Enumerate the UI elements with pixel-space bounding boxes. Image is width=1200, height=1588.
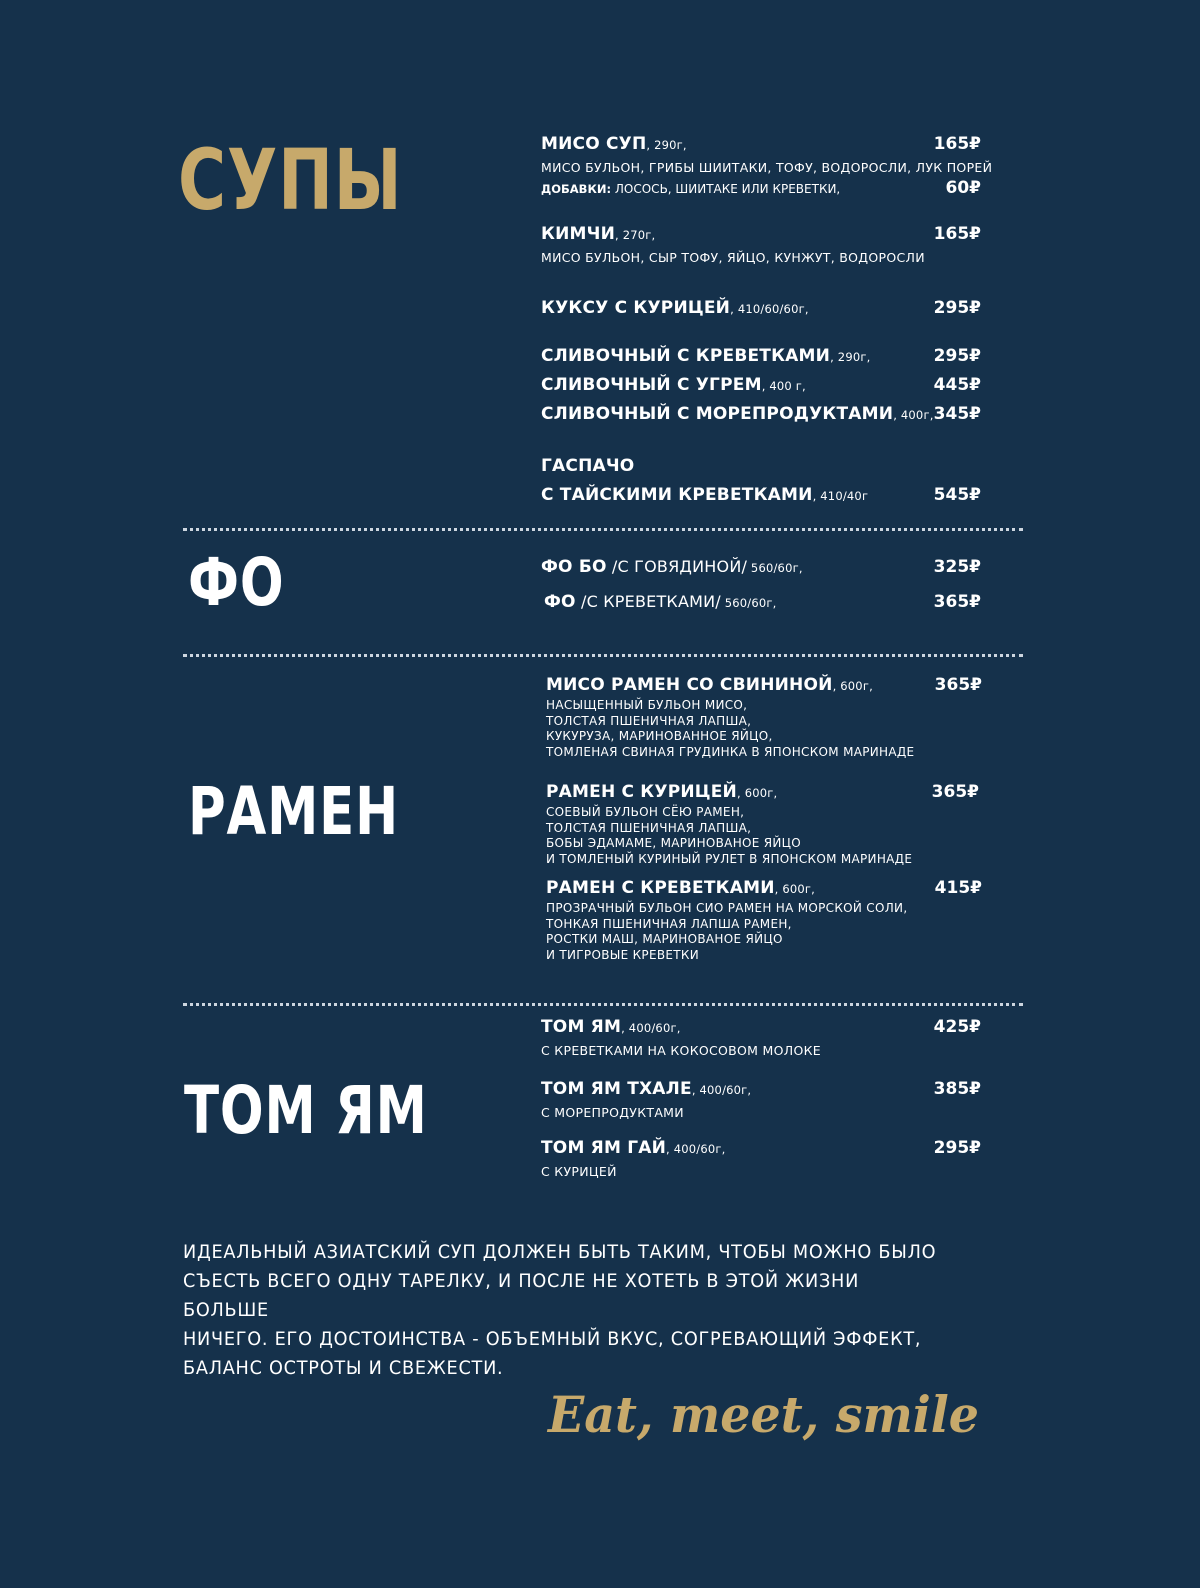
item-name: СЛИВОЧНЫЙ С УГРЕМ xyxy=(541,375,762,395)
item-description: МИСО БУЛЬОН, ГРИБЫ ШИИТАКИ, ТОФУ, ВОДОРОСЛИ, ЛУК ПОРЕЙ xyxy=(541,160,993,175)
item-price: 295₽ xyxy=(933,298,981,318)
item-name: ФО БО xyxy=(541,557,607,577)
item-name-line1: ГАСПАЧО xyxy=(541,456,635,476)
item-price: 425₽ xyxy=(933,1017,981,1037)
menu-item xyxy=(546,675,982,760)
item-weight: , 600г, xyxy=(774,882,815,896)
item-description: С МОРЕПРОДУКТАМИ xyxy=(541,1105,684,1120)
dotted-divider xyxy=(183,1003,1023,1006)
item-name: ФО xyxy=(544,592,576,612)
menu-item xyxy=(541,456,981,511)
item-weight: , 400/60г, xyxy=(621,1021,681,1035)
item-description-line: РОСТКИ МАШ, МАРИНОВАНОЕ ЯЙЦО xyxy=(546,932,783,946)
section-title-tomyum: ТОМ ЯМ xyxy=(184,1072,428,1149)
menu-item xyxy=(541,134,993,200)
item-weight: , 410/60/60г, xyxy=(730,302,809,316)
menu-item xyxy=(541,298,981,324)
item-price: 445₽ xyxy=(933,375,981,395)
menu-item xyxy=(541,592,981,622)
item-description-line: И ТОМЛЕНЫЙ КУРИНЫЙ РУЛЕТ В ЯПОНСКОМ МАРИНАДЕ xyxy=(546,851,913,866)
menu-item xyxy=(541,557,981,592)
item-weight: , 400/60г, xyxy=(666,1142,726,1156)
dotted-divider xyxy=(183,654,1023,657)
intro-line: СЪЕСТЬ ВСЕГО ОДНУ ТАРЕЛКУ, И ПОСЛЕ НЕ ХОТЕТЬ В ЭТОЙ ЖИЗНИ БОЛЬШЕ xyxy=(183,1270,860,1321)
intro-paragraph xyxy=(183,1238,946,1383)
item-weight: , 400г, xyxy=(893,408,934,422)
item-name: СЛИВОЧНЫЙ С КРЕВЕТКАМИ xyxy=(541,346,831,366)
item-description-line: НАСЫЩЕННЫЙ БУЛЬОН МИСО, xyxy=(546,698,748,712)
item-description-line: И ТИГРОВЫЕ КРЕВЕТКИ xyxy=(546,947,699,962)
item-description: МИСО БУЛЬОН, СЫР ТОФУ, ЯЙЦО, КУНЖУТ, ВОДОРОСЛИ xyxy=(541,250,925,265)
item-name: СЛИВОЧНЫЙ С МОРЕПРОДУКТАМИ xyxy=(541,404,894,424)
item-price: 295₽ xyxy=(933,1138,981,1158)
menu-item xyxy=(541,346,981,433)
item-price: 345₽ xyxy=(933,404,981,424)
item-weight: , 290г, xyxy=(830,350,871,364)
menu-item xyxy=(541,224,981,266)
item-weight: 560/60г, xyxy=(720,596,777,610)
item-name: КИМЧИ xyxy=(541,224,616,244)
addon-price: 60₽ xyxy=(945,178,981,198)
item-weight: , 600г, xyxy=(832,679,873,693)
item-weight: , 400 г, xyxy=(761,379,806,393)
item-price: 165₽ xyxy=(933,134,981,154)
item-name: МИСО РАМЕН СО СВИНИНОЙ xyxy=(546,675,833,695)
pho-list xyxy=(541,557,981,622)
item-price: 365₽ xyxy=(931,782,979,802)
item-variant: /С КРЕВЕТКАМИ/ xyxy=(575,592,721,611)
item-name: КУКСУ С КУРИЦЕЙ xyxy=(541,298,731,318)
item-name: ТОМ ЯМ xyxy=(541,1017,622,1037)
item-price: 415₽ xyxy=(934,878,982,898)
item-description-line: БОБЫ ЭДАМАМЕ, МАРИНОВАНОЕ ЯЙЦО xyxy=(546,836,802,850)
section-title-soups: СУПЫ xyxy=(178,131,403,229)
menu-item xyxy=(541,1079,981,1121)
intro-line: ИДЕАЛЬНЫЙ АЗИАТСКИЙ СУП ДОЛЖЕН БЫТЬ ТАКИМ, ЧТОБЫ МОЖНО БЫЛО xyxy=(183,1241,937,1263)
item-name: ТОМ ЯМ ТХАЛЕ xyxy=(541,1079,692,1099)
menu-item xyxy=(546,782,982,867)
item-weight: , 400/60г, xyxy=(691,1083,752,1097)
slogan: Eat, meet, smile xyxy=(548,1385,980,1444)
item-name: РАМЕН С КУРИЦЕЙ xyxy=(546,782,737,802)
intro-line: НИЧЕГО. ЕГО ДОСТОИНСТВА - ОБЪЕМНЫЙ ВКУС, СОГРЕВАЮЩИЙ ЭФФЕКТ, xyxy=(183,1328,922,1350)
item-weight: 560/60г, xyxy=(747,561,803,575)
item-price: 325₽ xyxy=(933,557,981,577)
item-weight: , 410/40г xyxy=(812,489,869,503)
item-description-line: ТОНКАЯ ПШЕНИЧНАЯ ЛАПША РАМЕН, xyxy=(546,916,792,931)
addon-label: ДОБАВКИ: xyxy=(541,182,612,196)
item-description: С КУРИЦЕЙ xyxy=(541,1164,617,1179)
addon-text: ЛОСОСЬ, ШИИТАКЕ ИЛИ КРЕВЕТКИ, xyxy=(611,182,841,196)
item-description-line: КУКУРУЗА, МАРИНОВАННОЕ ЯЙЦО, xyxy=(546,729,773,743)
item-price: 545₽ xyxy=(933,485,981,505)
item-name: МИСО СУП xyxy=(541,134,647,154)
menu-item xyxy=(541,1138,981,1180)
item-description-line: ПРОЗРАЧНЫЙ БУЛЬОН СИО РАМЕН НА МОРСКОЙ СОЛИ, xyxy=(546,901,908,915)
item-name: С ТАЙСКИМИ КРЕВЕТКАМИ xyxy=(541,485,813,505)
item-price: 365₽ xyxy=(934,675,982,695)
item-description-line: ТОЛСТАЯ ПШЕНИЧНАЯ ЛАПША, xyxy=(546,820,752,835)
item-description: С КРЕВЕТКАМИ НА КОКОСОВОМ МОЛОКЕ xyxy=(541,1043,821,1058)
dotted-divider xyxy=(183,528,1023,531)
item-description-line: СОЕВЫЙ БУЛЬОН СЁЮ РАМЕН, xyxy=(546,805,745,819)
section-title-pho: ФО xyxy=(188,544,285,621)
item-price: 295₽ xyxy=(933,346,981,366)
item-price: 385₽ xyxy=(933,1079,981,1099)
item-weight: , 290г, xyxy=(646,138,687,152)
item-variant: /С ГОВЯДИНОЙ/ xyxy=(606,557,748,576)
item-name: РАМЕН С КРЕВЕТКАМИ xyxy=(546,878,775,898)
item-weight: , 600г, xyxy=(737,786,778,800)
item-price: 365₽ xyxy=(933,592,981,612)
item-price: 165₽ xyxy=(933,224,981,244)
item-description-line: ТОЛСТАЯ ПШЕНИЧНАЯ ЛАПША, xyxy=(546,713,752,728)
item-weight: , 270г, xyxy=(615,228,656,242)
menu-item xyxy=(546,878,982,963)
menu-item xyxy=(541,1017,981,1059)
section-title-ramen: РАМЕН xyxy=(188,773,399,850)
item-description-line: ТОМЛЕНАЯ СВИНАЯ ГРУДИНКА В ЯПОНСКОМ МАРИНАДЕ xyxy=(546,744,915,759)
intro-line: БАЛАНС ОСТРОТЫ И СВЕЖЕСТИ. xyxy=(183,1357,504,1379)
item-name: ТОМ ЯМ ГАЙ xyxy=(541,1138,667,1158)
